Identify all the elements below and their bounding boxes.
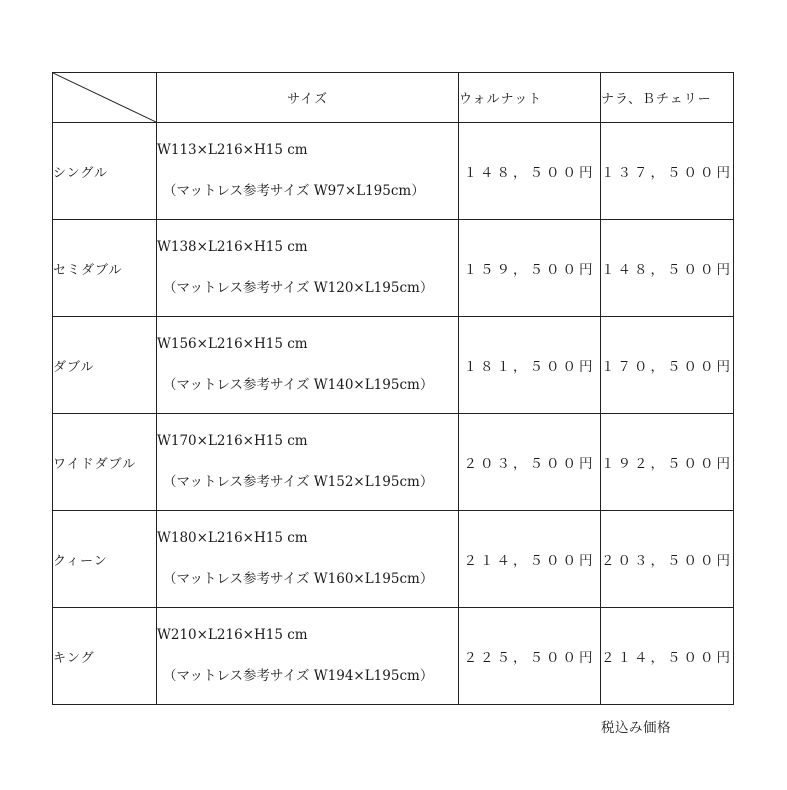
nara-cherry-price: ２０３，５００円 [601, 511, 734, 608]
bed-type: シングル [53, 123, 157, 220]
frame-size: W138×L216×H15 cm [157, 239, 308, 255]
price-table [52, 72, 734, 705]
mattress-size: （マットレス参考サイズ W152×L195cm） [163, 473, 434, 490]
size-cell [157, 123, 459, 220]
frame-size: W156×L216×H15 cm [157, 336, 308, 352]
table-row [53, 414, 734, 511]
walnut-price: ２２５，５００円 [459, 608, 601, 705]
table-row [53, 511, 734, 608]
walnut-price: ２１４，５００円 [459, 511, 601, 608]
bed-type: ワイドダブル [53, 414, 157, 511]
frame-size: W113×L216×H15 cm [157, 142, 308, 158]
nara-cherry-price: １３７，５００円 [601, 123, 734, 220]
tax-included-note: 税込み価格 [601, 720, 671, 736]
corner-cell [53, 73, 157, 123]
diagonal-line [53, 73, 156, 122]
mattress-size: （マットレス参考サイズ W194×L195cm） [163, 667, 434, 684]
nara-cherry-price: １７０，５００円 [601, 317, 734, 414]
size-cell [157, 414, 459, 511]
mattress-size: （マットレス参考サイズ W120×L195cm） [163, 279, 434, 296]
table-row [53, 123, 734, 220]
header-nara-cherry: ナラ、Ｂチェリー [601, 73, 734, 123]
bed-type: クィーン [53, 511, 157, 608]
bed-type: セミダブル [53, 220, 157, 317]
nara-cherry-price: ２１４，５００円 [601, 608, 734, 705]
header-walnut: ウォルナット [459, 73, 601, 123]
header-row [53, 73, 734, 123]
header-size: サイズ [157, 73, 459, 123]
nara-cherry-price: １９２，５００円 [601, 414, 734, 511]
walnut-price: １８１，５００円 [459, 317, 601, 414]
size-cell [157, 317, 459, 414]
mattress-size: （マットレス参考サイズ W140×L195cm） [163, 376, 434, 393]
walnut-price: １５９，５００円 [459, 220, 601, 317]
frame-size: W210×L216×H15 cm [157, 627, 308, 643]
size-cell [157, 511, 459, 608]
walnut-price: ２０３，５００円 [459, 414, 601, 511]
walnut-price: １４８，５００円 [459, 123, 601, 220]
frame-size: W170×L216×H15 cm [157, 433, 308, 449]
nara-cherry-price: １４８，５００円 [601, 220, 734, 317]
frame-size: W180×L216×H15 cm [157, 530, 308, 546]
table-row [53, 608, 734, 705]
table-row [53, 317, 734, 414]
mattress-size: （マットレス参考サイズ W160×L195cm） [163, 570, 434, 587]
bed-type: ダブル [53, 317, 157, 414]
table-row [53, 220, 734, 317]
mattress-size: （マットレス参考サイズ W97×L195cm） [163, 182, 425, 199]
size-cell [157, 608, 459, 705]
bed-type: キング [53, 608, 157, 705]
size-cell [157, 220, 459, 317]
